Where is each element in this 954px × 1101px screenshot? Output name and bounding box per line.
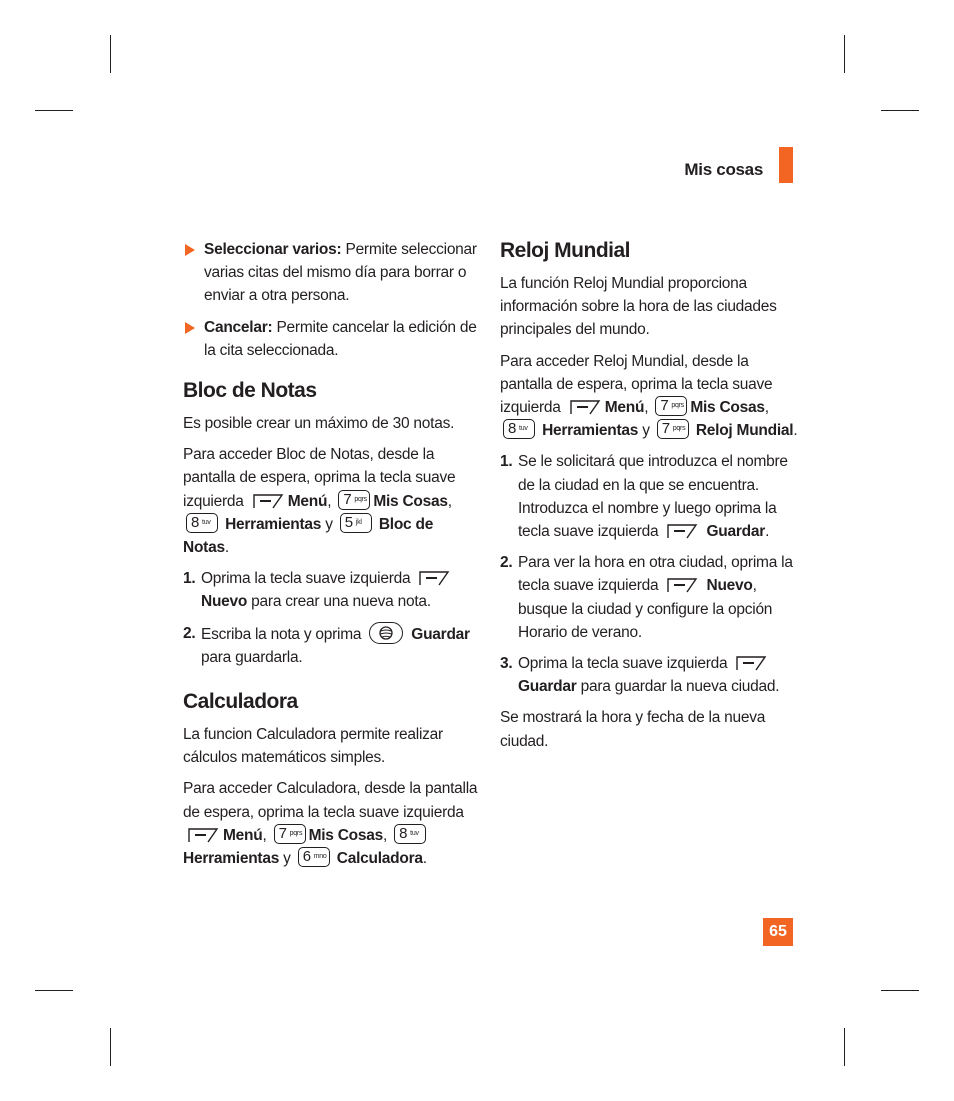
right-column [500,238,798,761]
crop-mark [110,1028,111,1066]
access-instructions: Para acceder Calculadora, desde la pantalla de espera, oprima la tecla suave izquierda Menú, 7 pqrs Mis Cosas, 8 tuv Herramientas y 6 mno Calculadora. [183,780,478,868]
list-item: 2. Para ver la hora en otra ciudad, oprima la tecla suave izquierda Nuevo, busque la ciudad y configure la opción Horario de verano. [500,554,793,641]
crop-mark [881,110,919,111]
list-item: 2. Escriba la nota y oprima Guardar para guardarla. [183,622,478,669]
list-item: 3. Oprima la tecla suave izquierda Guardar para guardar la nueva ciudad. [500,652,798,698]
list-item: 1. Se le solicitará que introduzca el nombre de la ciudad en la que se encuentra. Introduzca el nombre y luego oprima la tecla suave izquierda Guardar. [500,453,788,541]
paragraph: Es posible crear un máximo de 30 notas. [183,415,455,433]
bullet-term: Cancelar: [204,318,273,336]
access-instructions: Para acceder Bloc de Notas, desde la pantalla de espera, oprima la tecla suave izquierda Menú, 7 pqrs Mis Cosas, 8 tuv Herramientas y 5 jkl Bloc de Notas. [183,446,456,557]
left-soft-key-icon [734,652,768,672]
left-soft-key-icon [665,520,699,540]
paragraph: Se mostrará la hora y fecha de la nueva ciudad. [500,709,766,750]
bullet-text: Permite seleccionar varias citas del mismo día para borrar o enviar a otra persona. [204,241,477,305]
bullet-term: Seleccionar varios: [204,241,342,258]
left-soft-key-icon [186,824,220,844]
access-instructions: Para acceder Reloj Mundial, desde la pantalla de espera, oprima la tecla suave izquierda Menú, 7 pqrs Mis Cosas, 8 tuv Herramientas y 7 pqrs Reloj Mundial. [500,352,798,440]
section-heading-bloc-de-notas: Bloc de Notas [183,379,317,403]
left-soft-key-icon [665,574,699,594]
paragraph: La función Reloj Mundial proporciona información sobre la hora de las ciudades principales del mundo. [500,275,777,339]
ok-key-icon [369,622,403,644]
left-soft-key-icon [251,490,285,510]
key-8-icon: 8 tuv [503,419,535,439]
crop-mark [844,1028,845,1066]
key-5-icon: 5 jkl [340,513,372,533]
crop-mark [844,35,845,73]
left-column [183,238,478,878]
steps-list [183,567,478,669]
crop-mark [35,990,73,991]
left-soft-key-icon [568,396,602,416]
section-heading-reloj-mundial: Reloj Mundial [500,239,630,262]
key-7-icon: 7 pqrs [274,824,306,844]
list-item: 1. Oprima la tecla suave izquierda Nuevo para crear una nueva nota. [183,567,478,613]
key-7-icon: 7 pqrs [338,490,370,510]
bullet-list [183,238,478,362]
key-7-icon: 7 pqrs [655,396,687,416]
crop-mark [35,110,73,111]
key-8-icon: 8 tuv [394,824,426,844]
crop-mark [110,35,111,73]
paragraph: La funcion Calculadora permite realizar cálculos matemáticos simples. [183,726,443,767]
list-item [183,238,478,308]
left-soft-key-icon [417,567,451,587]
key-7-icon: 7 pqrs [657,419,689,439]
bullet-text: Permite cancelar la edición de la cita seleccionada. [204,318,477,359]
crop-mark [881,990,919,991]
arrow-bullet-icon [185,322,195,334]
page-number: 65 [763,918,793,946]
steps-list [500,450,798,698]
arrow-bullet-icon [185,244,195,256]
key-6-icon: 6 mno [298,847,330,867]
section-heading-calculadora: Calculadora [183,690,298,714]
section-tab [779,147,793,183]
section-title: Mis cosas [684,160,763,179]
key-8-icon: 8 tuv [186,513,218,533]
list-item [183,316,478,362]
